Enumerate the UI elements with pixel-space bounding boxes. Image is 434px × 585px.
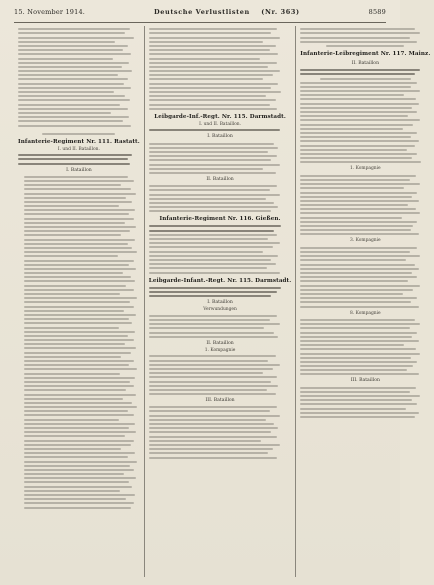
unit-heading: Infanterie-Regiment Nr. 111. Rastatt. xyxy=(18,138,140,145)
column-middle xyxy=(144,26,296,577)
sub-heading: 3. Kompagnie xyxy=(350,238,381,244)
unit-subheading: I. und II. Bataillon. xyxy=(57,146,100,152)
column-right xyxy=(295,26,434,577)
page-header xyxy=(14,8,386,23)
text-columns xyxy=(14,26,431,577)
section-heading: III. Bataillon xyxy=(205,398,235,404)
section-heading: I. Bataillon xyxy=(207,300,233,306)
unit-heading: Leibgarde-Infant.-Regt. Nr. 115. Darmstadt. xyxy=(148,277,292,284)
header-title-text: Deutsche Verlustlisten xyxy=(154,8,250,16)
section-heading: II. Bataillon xyxy=(206,176,234,182)
column-left xyxy=(14,26,144,577)
sub-heading: 1. Kompagnie xyxy=(350,166,381,172)
unit-heading: Infanterie-Regiment Nr. 116. Gießen. xyxy=(159,216,281,223)
unit-heading: Leibgarde-Inf.-Regt. Nr. 115. Darmstadt. xyxy=(154,113,286,120)
section-heading: III. Bataillon xyxy=(350,378,380,384)
sub-heading: 8. Kompagnie xyxy=(350,310,381,316)
header-issue-number: (Nr. 363) xyxy=(261,8,300,16)
section-heading: I. Bataillon xyxy=(66,167,92,173)
section-heading: II. Bataillon xyxy=(351,60,380,66)
header-date: 15. November 1914. xyxy=(14,8,86,16)
section-heading: I. Bataillon xyxy=(207,134,233,140)
header-title xyxy=(154,8,300,16)
unit-subheading: I. und II. Bataillon. xyxy=(199,121,242,127)
sub-heading: 1. Kompagnie xyxy=(204,347,236,353)
sub-heading: Verwundungen xyxy=(203,307,237,313)
section-heading: II. Bataillon xyxy=(206,340,234,346)
unit-heading: Infanterie-Leibregiment Nr. 117. Mainz. xyxy=(300,50,431,57)
header-page-number: 8589 xyxy=(368,8,386,16)
